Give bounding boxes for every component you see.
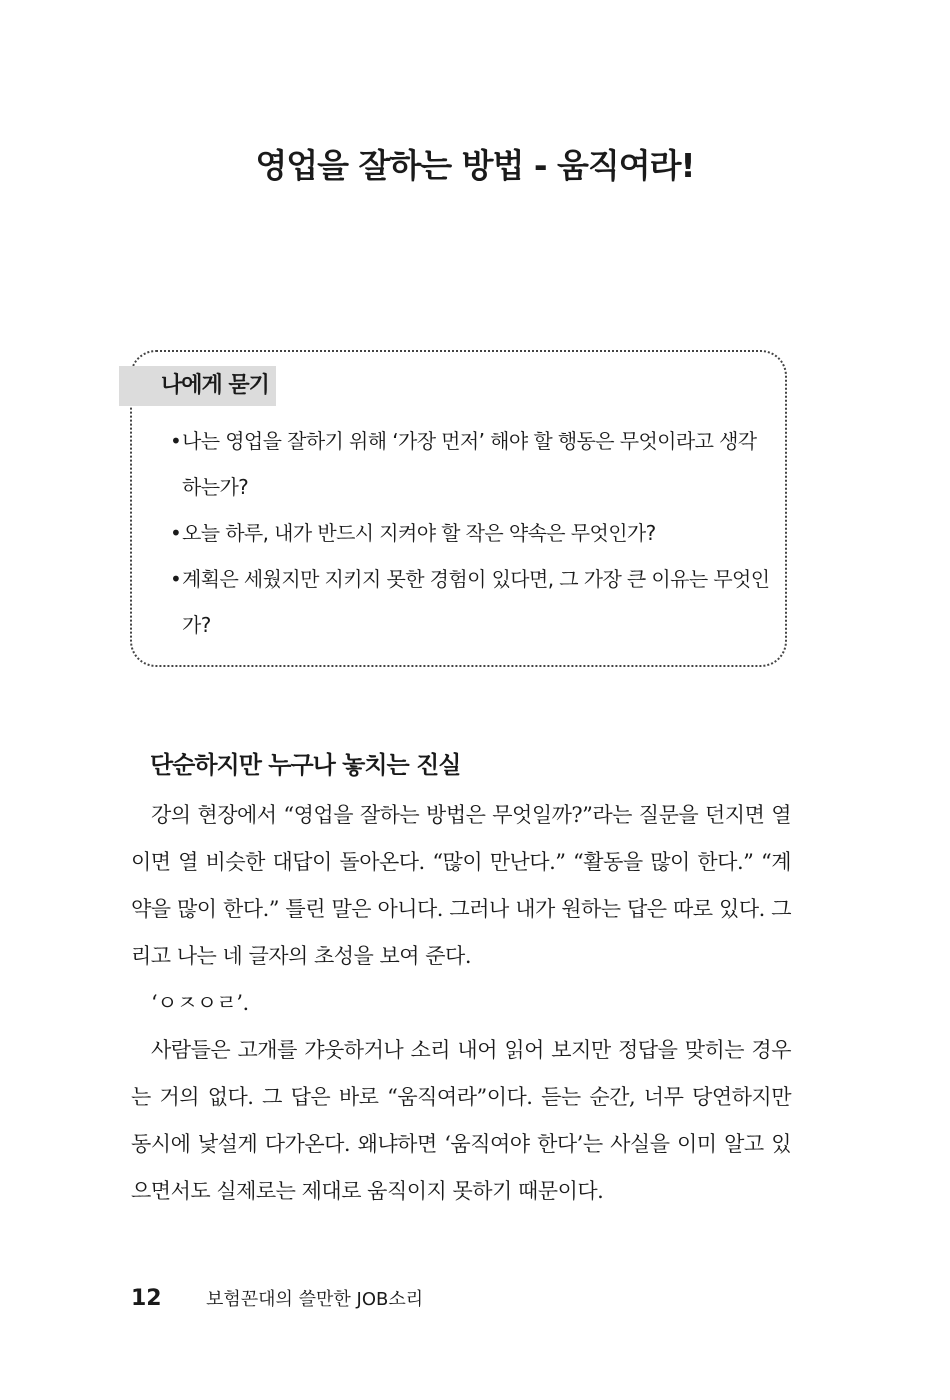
question-text: 계획은 세웠지만 지키지 못한 경험이 있다면, 그 가장 큰 이유는 무엇인가?: [182, 567, 770, 637]
section-heading: 단순하지만 누구나 놓치는 진실: [150, 751, 461, 779]
question-text: 오늘 하루, 내가 반드시 지켜야 할 작은 약속은 무엇인가?: [182, 521, 656, 545]
question-item: [170, 510, 770, 556]
book-title: 보험꼰대의 쓸만한 JOB소리: [205, 1289, 424, 1310]
question-box-label: 나에게 묻기: [119, 366, 276, 406]
bullet-icon: •: [170, 521, 182, 545]
body-paragraph: 사람들은 고개를 갸웃하거나 소리 내어 읽어 보지만 정답을 맞히는 경우는 거의 없다. 그 답은 바로 “움직여라”이다. 듣는 순간, 너무 당연하지만 동시에 낯설게 다가온다. 왜냐하면 ‘움직여야 한다’는 사실을 이미 알고 있으면서도 실제로는 제대로 움직이지 못하기 때문이다.: [131, 1038, 791, 1203]
page-number: 12: [131, 1286, 162, 1311]
question-item: [170, 418, 770, 510]
bullet-icon: •: [170, 429, 182, 453]
question-item: [170, 556, 770, 648]
bullet-icon: •: [170, 567, 182, 591]
body-paragraph: ‘ㅇㅈㅇㄹ’.: [151, 991, 249, 1015]
page-footer: [131, 1285, 423, 1311]
question-text: 나는 영업을 잘하기 위해 ‘가장 먼저’ 해야 할 행동은 무엇이라고 생각하는가?: [182, 429, 757, 499]
chapter-title: 영업을 잘하는 방법 - 움직여라!: [255, 146, 695, 185]
body-paragraph: 강의 현장에서 “영업을 잘하는 방법은 무엇일까?”라는 질문을 던지면 열이면 열 비슷한 대답이 돌아온다. “많이 만난다.” “활동을 많이 한다.” “계약을 많이 한다.” 틀린 말은 아니다. 그러나 내가 원하는 답은 따로 있다. 그리고 나는 네 글자의 초성을 보여 준다.: [131, 803, 791, 968]
body-text: [131, 792, 791, 1215]
question-list: [170, 418, 770, 648]
